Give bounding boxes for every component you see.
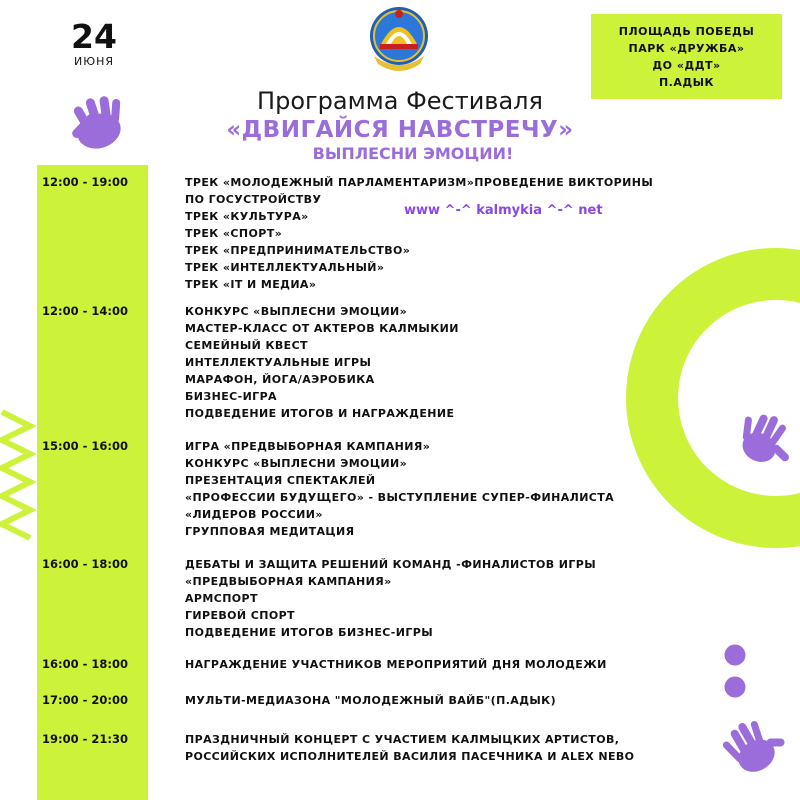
event-item: МАРАФОН, ЙОГА/АЭРОБИКА — [185, 373, 375, 386]
event-item: ПРЕЗЕНТАЦИЯ СПЕКТАКЛЕЙ — [185, 474, 376, 487]
event-item: МУЛЬТИ-МЕДИАЗОНА "МОЛОДЕЖНЫЙ ВАЙБ"(П.АДЫК) — [185, 694, 557, 707]
event-item: ТРЕК «IT И МЕДИА» — [185, 278, 317, 291]
event-item: ГИРЕВОЙ СПОРТ — [185, 609, 295, 622]
event-item: АРМСПОРТ — [185, 592, 258, 605]
event-item: ТРЕК «СПОРТ» — [185, 227, 283, 240]
event-list — [185, 174, 705, 293]
title-main: Программа Фестиваля — [257, 87, 543, 115]
event-list — [185, 656, 705, 673]
event-item: НАГРАЖДЕНИЕ УЧАСТНИКОВ МЕРОПРИЯТИЙ ДНЯ МОЛОДЕЖИ — [185, 658, 607, 671]
event-list — [185, 303, 705, 422]
time-slot: 17:00 - 20:00 — [42, 693, 128, 707]
festival-slogan: ВЫПЛЕСНИ ЭМОЦИИ! — [312, 144, 514, 163]
time-slot: 12:00 - 19:00 — [42, 175, 128, 189]
festival-name: «ДВИГАЙСЯ НАВСТРЕЧУ» — [226, 117, 574, 143]
date-day: 24 — [71, 17, 117, 56]
event-item: «ПРОФЕССИИ БУДУЩЕГО» - ВЫСТУПЛЕНИЕ СУПЕР-ФИНАЛИСТА — [185, 491, 615, 504]
event-item: ТРЕК «ПРЕДПРИНИМАТЕЛЬСТВО» — [185, 244, 411, 257]
event-item: КОНКУРС «ВЫПЛЕСНИ ЭМОЦИИ» — [185, 305, 408, 318]
event-item: ТРЕК «ИНТЕЛЛЕКТУАЛЬНЫЙ» — [185, 261, 385, 274]
watermark: www ^-^ kalmykia ^-^ net — [404, 203, 603, 218]
location-line: П.АДЫК — [658, 75, 715, 89]
event-item: ПОДВЕДЕНИЕ ИТОГОВ И НАГРАЖДЕНИЕ — [185, 407, 455, 420]
event-item: ПОДВЕДЕНИЕ ИТОГОВ БИЗНЕС-ИГРЫ — [185, 626, 433, 639]
event-item: ДЕБАТЫ И ЗАЩИТА РЕШЕНИЙ КОМАНД -ФИНАЛИСТОВ ИГРЫ — [185, 558, 597, 571]
time-slot: 19:00 - 21:30 — [42, 732, 128, 746]
event-item: КОНКУРС «ВЫПЛЕСНИ ЭМОЦИИ» — [185, 457, 408, 470]
event-list — [185, 438, 705, 540]
event-item: БИЗНЕС-ИГРА — [185, 390, 277, 403]
location-line: ПАРК «ДРУЖБА» — [628, 41, 745, 55]
location-line: ДО «ДДТ» — [652, 58, 721, 72]
location-line: ПЛОЩАДЬ ПОБЕДЫ — [618, 24, 755, 38]
event-list — [185, 731, 705, 765]
event-item: ПО ГОСУСТРОЙСТВУ — [185, 193, 322, 206]
event-item: ГРУППОВАЯ МЕДИТАЦИЯ — [185, 525, 355, 538]
event-item: ИГРА «ПРЕДВЫБОРНАЯ КАМПАНИЯ» — [185, 440, 431, 453]
event-item: ПРАЗДНИЧНЫЙ КОНЦЕРТ С УЧАСТИЕМ КАЛМЫЦКИХ АРТИСТОВ, — [185, 733, 620, 746]
time-slot: 15:00 - 16:00 — [42, 439, 128, 453]
event-item: МАСТЕР-КЛАСС ОТ АКТЕРОВ КАЛМЫКИИ — [185, 322, 459, 335]
event-list — [185, 692, 705, 709]
event-item: РОССИЙСКИХ ИСПОЛНИТЕЛЕЙ ВАСИЛИЯ ПАСЕЧНИКА И ALEX NEBO — [185, 750, 635, 763]
event-list — [185, 556, 705, 641]
event-item: «ПРЕДВЫБОРНАЯ КАМПАНИЯ» — [185, 575, 392, 588]
event-item: «ЛИДЕРОВ РОССИИ» — [185, 508, 323, 521]
time-slot: 16:00 - 18:00 — [42, 557, 128, 571]
event-item: ТРЕК «КУЛЬТУРА» — [185, 210, 309, 223]
event-item: ТРЕК «МОЛОДЕЖНЫЙ ПАРЛАМЕНТАРИЗМ»ПРОВЕДЕНИЕ ВИКТОРИНЫ — [185, 176, 654, 189]
event-item: ИНТЕЛЛЕКТУАЛЬНЫЕ ИГРЫ — [185, 356, 372, 369]
date-month: ИЮНЯ — [73, 55, 115, 68]
time-slot: 12:00 - 14:00 — [42, 304, 128, 318]
event-item: СЕМЕЙНЫЙ КВЕСТ — [185, 339, 308, 352]
time-slot: 16:00 - 18:00 — [42, 657, 128, 671]
